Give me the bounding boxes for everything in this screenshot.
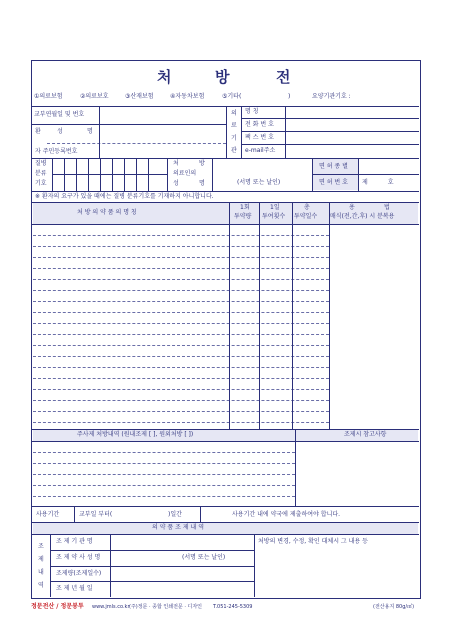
footer-site: www.jmls.co.kr xyxy=(92,604,130,610)
footer-paper: (전산용지 80g/㎡) xyxy=(373,604,415,610)
dispensing-date-label: 조 제 년 월 일 xyxy=(56,585,93,592)
disease-code-notice: ※ 환자의 요구가 있을 때에는 질병 분류기호를 기재하지 아니합니다. xyxy=(35,193,214,200)
disease-code-label-2: 분류 xyxy=(35,170,47,177)
usage-period-from: 교부일 부터( xyxy=(79,511,113,518)
doctor-signature-note: (서명 또는 날인) xyxy=(237,179,281,186)
footer-description: (주)정문 · 종합 인쇄전문 · 디자인 xyxy=(129,604,202,610)
disease-code-label-1: 질병 xyxy=(35,160,47,167)
title-char-2: 방 xyxy=(215,68,231,86)
dispensing-header: 의 약 품 조 제 내 역 xyxy=(152,524,205,531)
prescription-change-note: 처방의 변경, 수정, 확인 대체시 그 내용 등 xyxy=(258,538,368,545)
injection-label: 주사제 처방내역 (원내조제 [ ], 원외처방 [ ]) xyxy=(77,431,194,438)
method-header-1: 용 xyxy=(349,204,355,211)
doctor-label-2: 방 xyxy=(199,160,205,167)
institution-name-label: 명 칭 xyxy=(245,108,259,115)
dispensing-side-1: 조 xyxy=(38,543,44,550)
title-char-1: 처 xyxy=(157,68,173,86)
institution-side-3: 기 xyxy=(231,135,237,142)
days-header-2: 투약일수 xyxy=(294,213,318,220)
dispensing-institution-label: 조 제 기 관 명 xyxy=(56,538,93,545)
method-header-2: 법 xyxy=(384,204,390,211)
license-type-label: 면 허 종 별 xyxy=(319,163,348,170)
license-number-label: 면 허 번 호 xyxy=(319,179,348,186)
dispensing-side-4: 역 xyxy=(38,582,44,589)
dispensing-side-3: 내 xyxy=(38,569,44,576)
doctor-label-5: 명 xyxy=(199,180,205,187)
patient-name-label-3: 명 xyxy=(87,128,93,135)
institution-email-label: e-mail주소 xyxy=(245,147,276,154)
insurance-industrial[interactable]: ③산재보험 xyxy=(125,93,154,100)
doctor-label-1: 처 xyxy=(173,160,179,167)
doctor-label-3: 의료인의 xyxy=(173,170,197,177)
usage-period-days: )일간 xyxy=(168,511,182,518)
days-header-1: 총 xyxy=(304,204,310,211)
times-header-2: 투여횟수 xyxy=(262,213,286,220)
usage-period-label: 사용기간 xyxy=(36,511,60,518)
dose-header-2: 투약량 xyxy=(234,213,252,220)
pharmacist-name-label: 조 제 약 사 성 명 xyxy=(56,554,101,561)
license-number-suffix: 제 호 xyxy=(362,179,394,186)
insurance-auto[interactable]: ④자동차보험 xyxy=(170,93,205,100)
insurance-other[interactable]: ⑤기타( xyxy=(222,93,242,100)
patient-rrn-label: 자 주민등록번호 xyxy=(35,148,78,155)
institution-code-label: 요양기관기호 : xyxy=(312,93,351,100)
institution-side-4: 관 xyxy=(231,147,237,154)
institution-side-2: 료 xyxy=(231,122,237,129)
dose-header-1: 1회 xyxy=(240,204,250,211)
insurance-aid[interactable]: ②의료보호 xyxy=(80,93,109,100)
method-subheader: 매식(전,간,후) 시 분복용 xyxy=(330,213,395,220)
disease-code-label-3: 기호 xyxy=(35,180,47,187)
institution-phone-label: 전 화 번 호 xyxy=(245,121,274,128)
insurance-other-close: ) xyxy=(288,93,291,100)
usage-period-note: 사용기간 내에 약국에 제출하여야 합니다. xyxy=(232,511,341,518)
dispensing-amount-label: 조제량(조제일수) xyxy=(56,570,102,577)
title-char-3: 전 xyxy=(276,68,292,86)
insurance-medical[interactable]: ①의료보험 xyxy=(34,93,63,100)
patient-name-label-1: 환 xyxy=(35,128,41,135)
institution-side-1: 의 xyxy=(231,110,237,117)
pharmacist-signature-note: (서명 또는 날인) xyxy=(182,554,226,561)
dispense-reference-header: 조제시 참고사항 xyxy=(344,431,387,438)
footer-phone: T.051-245-5309 xyxy=(213,604,253,610)
dispensing-side-2: 제 xyxy=(38,556,44,563)
footer-brand: 정문전산 / 정문봉투 xyxy=(31,603,84,610)
drug-name-header: 처 방 의 약 품 의 명 칭 xyxy=(77,209,137,216)
patient-name-label-2: 성 xyxy=(57,128,63,135)
institution-fax-label: 팩 스 번 호 xyxy=(245,134,274,141)
doctor-label-4: 성 xyxy=(173,180,179,187)
prescription-form xyxy=(31,60,421,599)
issue-date-label: 교부연월일 및 번호 xyxy=(34,111,85,118)
times-header-1: 1일 xyxy=(270,204,280,211)
